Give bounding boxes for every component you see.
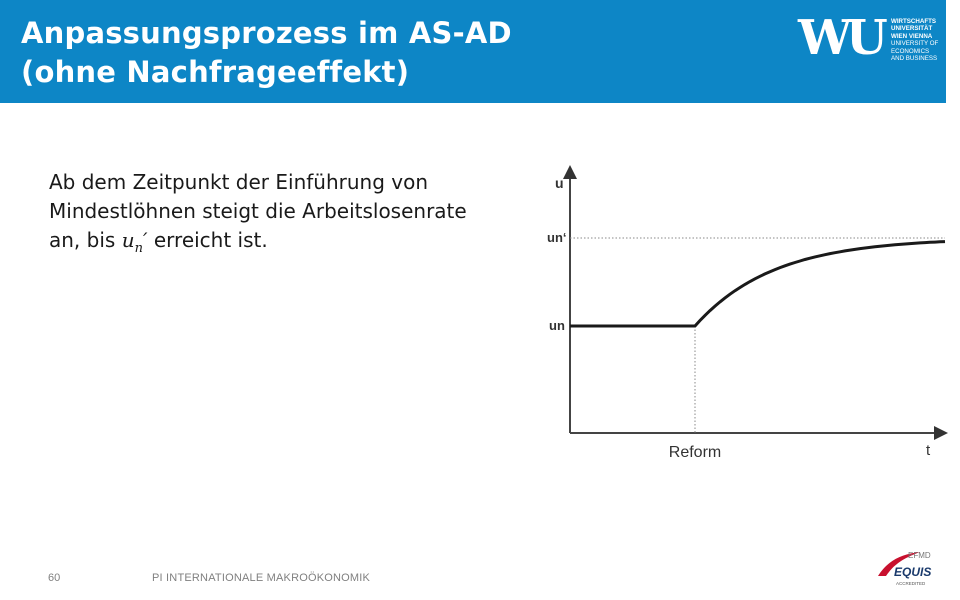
math-un-prime bbox=[121, 228, 148, 256]
logo-line: AND BUSINESS bbox=[891, 55, 938, 63]
logo-line: WIRTSCHAFTS bbox=[891, 18, 937, 25]
unemployment-path-line bbox=[570, 242, 945, 326]
wu-logo-mark: WU bbox=[798, 10, 882, 66]
equis-accreditation-logo bbox=[874, 546, 940, 592]
y-tick-un: un bbox=[549, 318, 565, 333]
math-base: u bbox=[121, 228, 135, 252]
math-prime: ′ bbox=[142, 228, 148, 252]
equis-mark-text: EQUIS bbox=[894, 565, 932, 579]
y-tick-un-prime: un‘ bbox=[547, 230, 567, 245]
body-paragraph bbox=[49, 168, 469, 263]
footer-course-title: PI INTERNATIONALE MAKROÖKONOMIK bbox=[152, 572, 371, 584]
title-banner bbox=[0, 0, 946, 103]
equis-efmd-text: EFMD bbox=[908, 551, 931, 560]
math-subscript: n bbox=[134, 241, 143, 256]
logo-line: UNIVERSITY OF bbox=[891, 40, 939, 48]
wu-logo-text bbox=[891, 18, 938, 62]
title-line-1: Anpassungsprozess im AS-AD bbox=[21, 16, 512, 50]
x-axis-label: t bbox=[926, 442, 931, 459]
body-text-after: erreicht ist. bbox=[147, 228, 268, 252]
page-number: 60 bbox=[48, 572, 61, 584]
logo-line: UNIVERSITÄT bbox=[891, 25, 933, 33]
adjustment-chart bbox=[535, 160, 955, 470]
body-text-before: Ab dem Zeitpunkt der Einführung von Mindestlöhnen steigt die Arbeitslosenrate an, bis bbox=[49, 170, 467, 252]
logo-line: WIEN VIENNA bbox=[891, 32, 933, 40]
title-line-2: (ohne Nachfrageeffekt) bbox=[21, 55, 410, 89]
y-axis-label: u bbox=[555, 175, 564, 191]
wu-logo bbox=[798, 12, 938, 92]
equis-accredited-text: ACCREDITED bbox=[896, 581, 926, 586]
logo-line: ECONOMICS bbox=[891, 47, 930, 55]
x-tick-reform: Reform bbox=[668, 444, 722, 461]
slide-title bbox=[21, 14, 512, 92]
